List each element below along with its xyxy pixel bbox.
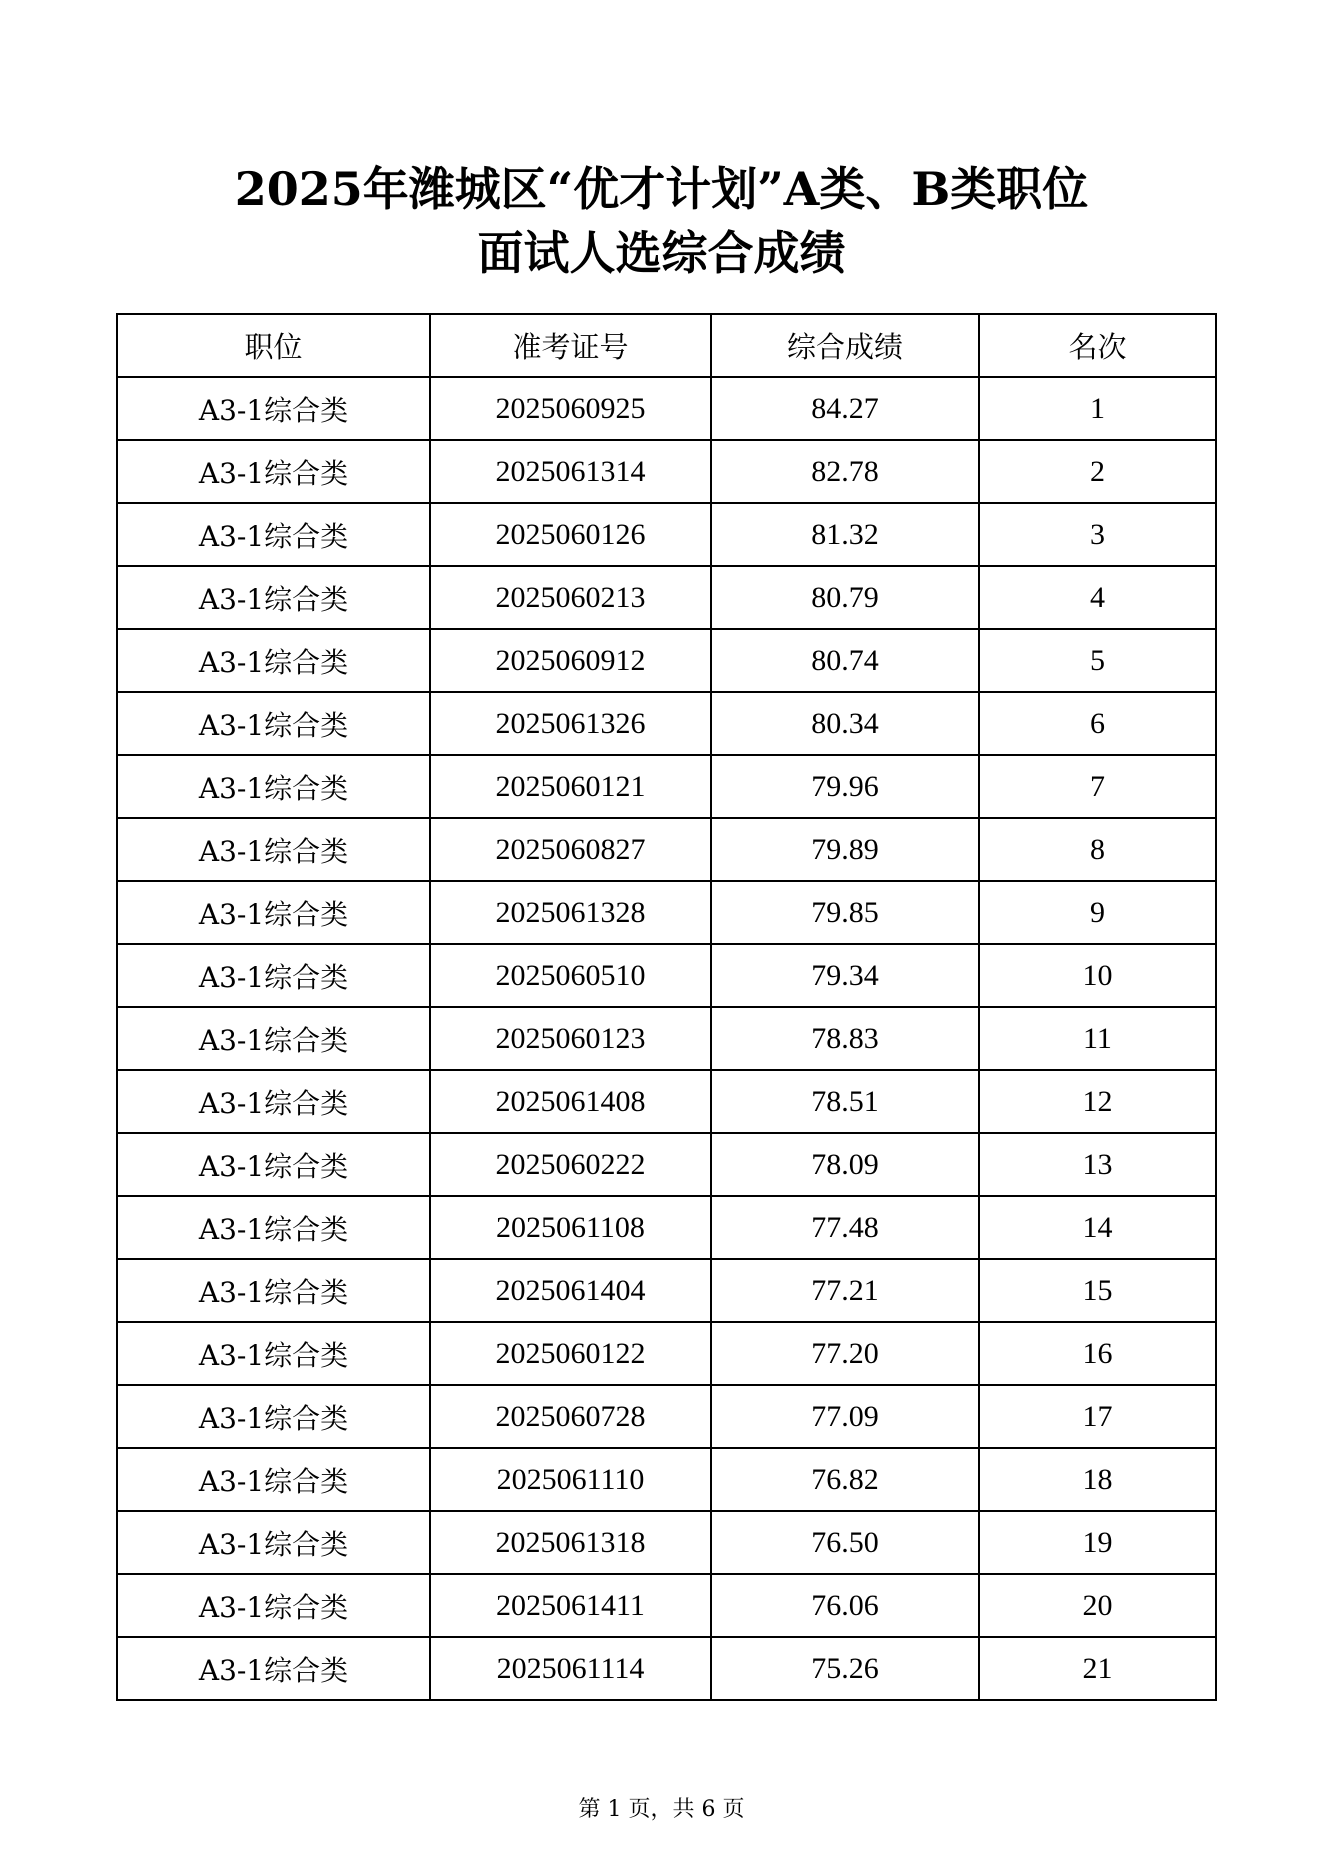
cell-position: A3-1综合类 [117, 440, 430, 503]
cell-exam-number: 2025060213 [430, 566, 711, 629]
cell-rank: 3 [979, 503, 1216, 566]
cell-position: A3-1综合类 [117, 1511, 430, 1574]
cell-position: A3-1综合类 [117, 881, 430, 944]
page-title-line2: 面试人选综合成绩 [477, 226, 846, 280]
table-row [117, 1070, 1216, 1133]
cell-rank: 1 [979, 377, 1216, 440]
cell-total-score: 77.20 [711, 1322, 979, 1385]
table-row [117, 1385, 1216, 1448]
cell-total-score: 84.27 [711, 377, 979, 440]
cell-position: A3-1综合类 [117, 1385, 430, 1448]
cell-position: A3-1综合类 [117, 692, 430, 755]
cell-position: A3-1综合类 [117, 818, 430, 881]
cell-position: A3-1综合类 [117, 1259, 430, 1322]
cell-total-score: 76.06 [711, 1574, 979, 1637]
table-row [117, 377, 1216, 440]
cell-total-score: 78.51 [711, 1070, 979, 1133]
cell-total-score: 80.34 [711, 692, 979, 755]
table-row [117, 818, 1216, 881]
cell-rank: 7 [979, 755, 1216, 818]
table-row [117, 629, 1216, 692]
cell-position: A3-1综合类 [117, 755, 430, 818]
table-row [117, 1007, 1216, 1070]
cell-rank: 8 [979, 818, 1216, 881]
cell-exam-number: 2025060925 [430, 377, 711, 440]
cell-total-score: 80.79 [711, 566, 979, 629]
cell-total-score: 77.21 [711, 1259, 979, 1322]
cell-total-score: 80.74 [711, 629, 979, 692]
table-header-row [117, 314, 1216, 377]
cell-rank: 6 [979, 692, 1216, 755]
header-exam-number: 准考证号 [430, 314, 711, 377]
cell-position: A3-1综合类 [117, 1196, 430, 1259]
cell-total-score: 77.48 [711, 1196, 979, 1259]
page-footer: 第 1 页，共 6 页 [578, 1797, 745, 1822]
cell-total-score: 76.82 [711, 1448, 979, 1511]
cell-exam-number: 2025061411 [430, 1574, 711, 1637]
cell-position: A3-1综合类 [117, 566, 430, 629]
cell-exam-number: 2025060222 [430, 1133, 711, 1196]
table-row [117, 1448, 1216, 1511]
cell-rank: 2 [979, 440, 1216, 503]
cell-exam-number: 2025060121 [430, 755, 711, 818]
cell-rank: 20 [979, 1574, 1216, 1637]
cell-rank: 9 [979, 881, 1216, 944]
cell-position: A3-1综合类 [117, 503, 430, 566]
cell-exam-number: 2025061314 [430, 440, 711, 503]
table-row [117, 881, 1216, 944]
header-total-score: 综合成绩 [711, 314, 979, 377]
cell-position: A3-1综合类 [117, 1007, 430, 1070]
cell-total-score: 76.50 [711, 1511, 979, 1574]
cell-position: A3-1综合类 [117, 1637, 430, 1700]
cell-total-score: 75.26 [711, 1637, 979, 1700]
cell-exam-number: 2025061404 [430, 1259, 711, 1322]
cell-position: A3-1综合类 [117, 1133, 430, 1196]
cell-position: A3-1综合类 [117, 1322, 430, 1385]
table-row [117, 755, 1216, 818]
cell-position: A3-1综合类 [117, 377, 430, 440]
cell-total-score: 82.78 [711, 440, 979, 503]
cell-exam-number: 2025061408 [430, 1070, 711, 1133]
cell-rank: 5 [979, 629, 1216, 692]
table-row [117, 1322, 1216, 1385]
table-body [117, 377, 1216, 1700]
cell-exam-number: 2025060912 [430, 629, 711, 692]
cell-position: A3-1综合类 [117, 1448, 430, 1511]
cell-exam-number: 2025061110 [430, 1448, 711, 1511]
cell-rank: 10 [979, 944, 1216, 1007]
cell-exam-number: 2025060827 [430, 818, 711, 881]
cell-total-score: 79.34 [711, 944, 979, 1007]
cell-exam-number: 2025060510 [430, 944, 711, 1007]
cell-rank: 4 [979, 566, 1216, 629]
table-row [117, 692, 1216, 755]
cell-rank: 14 [979, 1196, 1216, 1259]
cell-total-score: 79.96 [711, 755, 979, 818]
cell-rank: 12 [979, 1070, 1216, 1133]
cell-rank: 16 [979, 1322, 1216, 1385]
cell-rank: 18 [979, 1448, 1216, 1511]
cell-rank: 19 [979, 1511, 1216, 1574]
cell-position: A3-1综合类 [117, 1070, 430, 1133]
cell-rank: 15 [979, 1259, 1216, 1322]
cell-total-score: 79.85 [711, 881, 979, 944]
cell-exam-number: 2025061108 [430, 1196, 711, 1259]
cell-exam-number: 2025061114 [430, 1637, 711, 1700]
scores-table [116, 313, 1217, 1701]
table-row [117, 1259, 1216, 1322]
cell-exam-number: 2025060728 [430, 1385, 711, 1448]
table-row [117, 566, 1216, 629]
cell-total-score: 78.83 [711, 1007, 979, 1070]
cell-exam-number: 2025061318 [430, 1511, 711, 1574]
header-rank: 名次 [979, 314, 1216, 377]
table-row [117, 1133, 1216, 1196]
cell-exam-number: 2025060126 [430, 503, 711, 566]
table-row [117, 1511, 1216, 1574]
cell-total-score: 78.09 [711, 1133, 979, 1196]
cell-position: A3-1综合类 [117, 1574, 430, 1637]
cell-exam-number: 2025061326 [430, 692, 711, 755]
table-row [117, 1574, 1216, 1637]
header-position: 职位 [117, 314, 430, 377]
cell-total-score: 79.89 [711, 818, 979, 881]
table-row [117, 944, 1216, 1007]
cell-exam-number: 2025061328 [430, 881, 711, 944]
cell-position: A3-1综合类 [117, 944, 430, 1007]
cell-position: A3-1综合类 [117, 629, 430, 692]
table-row [117, 503, 1216, 566]
table-row [117, 1196, 1216, 1259]
cell-total-score: 81.32 [711, 503, 979, 566]
cell-total-score: 77.09 [711, 1385, 979, 1448]
cell-exam-number: 2025060123 [430, 1007, 711, 1070]
cell-rank: 17 [979, 1385, 1216, 1448]
cell-rank: 11 [979, 1007, 1216, 1070]
table-row [117, 1637, 1216, 1700]
cell-exam-number: 2025060122 [430, 1322, 711, 1385]
table-row [117, 440, 1216, 503]
cell-rank: 21 [979, 1637, 1216, 1700]
cell-rank: 13 [979, 1133, 1216, 1196]
page-title-line1: 2025年潍城区“优才计划”A类、B类职位 [234, 162, 1089, 216]
